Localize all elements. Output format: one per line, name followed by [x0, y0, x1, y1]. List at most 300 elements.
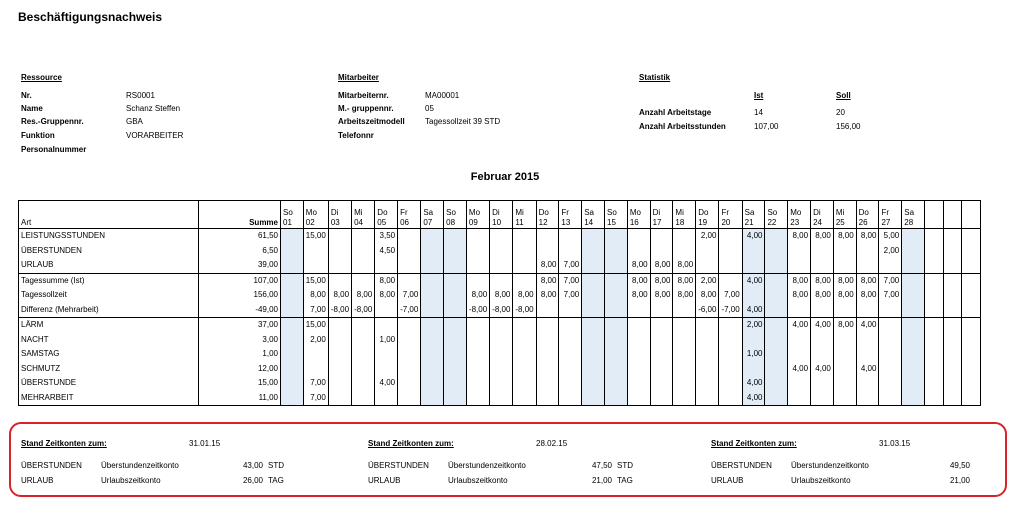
zeitkonten-date: 31.01.15 [189, 439, 221, 448]
day-cell [375, 258, 398, 273]
day-cell: 7,00 [303, 376, 328, 391]
day-number: 23 [790, 218, 800, 227]
ressource-value-funktion: VORARBEITER [126, 131, 184, 140]
day-weekday: Sa [423, 208, 434, 217]
day-cell: 8,00 [303, 288, 328, 303]
day-cell [582, 258, 605, 273]
day-cell [352, 362, 375, 377]
day-number: 12 [538, 218, 548, 227]
day-cell [444, 273, 467, 288]
day-cell [879, 318, 902, 333]
day-cell [902, 244, 925, 259]
day-cell [421, 288, 444, 303]
day-cell [650, 303, 673, 318]
day-weekday: Fr [400, 208, 408, 217]
day-cell [650, 376, 673, 391]
day-cell [328, 229, 351, 244]
day-cell [833, 258, 856, 273]
day-cell [719, 376, 742, 391]
day-cell [673, 333, 696, 348]
day-cell: 8,00 [673, 288, 696, 303]
day-cell: 8,00 [696, 288, 719, 303]
day-cell [352, 229, 375, 244]
col-header-day [742, 201, 765, 229]
ressource-heading: Ressource [21, 73, 62, 82]
zeitkonten-heading: Stand Zeitkonten zum: [368, 439, 454, 448]
day-number: 19 [698, 218, 708, 227]
day-cell [742, 258, 765, 273]
day-cell [605, 273, 628, 288]
mitarbeiter-value-modell: Tagessollzeit 39 STD [425, 117, 501, 126]
day-number: 10 [492, 218, 502, 227]
day-cell [513, 347, 536, 362]
day-number: 16 [629, 218, 639, 227]
day-cell: 4,00 [856, 362, 879, 377]
day-cell: 8,00 [375, 288, 398, 303]
day-cell [833, 362, 856, 377]
row-summe: 39,00 [199, 258, 281, 273]
day-cell [559, 376, 582, 391]
day-cell [466, 376, 489, 391]
day-cell [856, 258, 879, 273]
day-cell [466, 258, 489, 273]
day-cell [582, 229, 605, 244]
day-cell [536, 362, 559, 377]
day-cell [925, 288, 944, 303]
day-cell [536, 333, 559, 348]
day-cell: 8,00 [833, 273, 856, 288]
row-art: Differenz (Mehrarbeit) [19, 303, 199, 318]
day-cell [281, 318, 304, 333]
ressource-value-name: Schanz Steffen [126, 104, 181, 113]
day-cell [559, 333, 582, 348]
ressource-label-name: Name [21, 104, 43, 113]
statistik-label-arbeitsstunden: Anzahl Arbeitsstunden [639, 122, 726, 131]
day-cell: 8,00 [328, 288, 351, 303]
zeitkonten-unit: TAG [268, 476, 284, 485]
day-cell: 8,00 [673, 273, 696, 288]
mitarbeiter-label-modell: Arbeitszeitmodell [338, 117, 405, 126]
ressource-label-funktion: Funktion [21, 131, 55, 140]
day-cell [582, 288, 605, 303]
day-cell [328, 333, 351, 348]
day-cell [444, 347, 467, 362]
day-cell: 8,00 [650, 288, 673, 303]
col-header-day [303, 201, 328, 229]
day-cell [281, 258, 304, 273]
day-cell [962, 258, 981, 273]
day-weekday: Mi [515, 208, 524, 217]
row-art: ÜBERSTUNDEN [19, 244, 199, 259]
day-cell [627, 318, 650, 333]
day-number: 25 [835, 218, 845, 227]
day-cell [719, 318, 742, 333]
day-cell [719, 362, 742, 377]
col-header-day [696, 201, 719, 229]
day-cell [605, 258, 628, 273]
day-cell [765, 376, 788, 391]
row-art: SCHMUTZ [19, 362, 199, 377]
ressource-value-gruppe: GBA [126, 117, 143, 126]
day-cell: 8,00 [466, 288, 489, 303]
day-number: 04 [354, 218, 363, 227]
day-number: 09 [468, 218, 478, 227]
row-summe: 15,00 [199, 376, 281, 391]
day-cell: 8,00 [788, 273, 811, 288]
day-cell [352, 376, 375, 391]
day-cell [466, 318, 489, 333]
day-weekday: Di [330, 208, 339, 217]
day-cell: 2,00 [696, 273, 719, 288]
day-cell [513, 362, 536, 377]
day-cell [742, 288, 765, 303]
day-cell: 2,00 [303, 333, 328, 348]
day-cell [466, 229, 489, 244]
day-cell [765, 258, 788, 273]
day-cell [650, 229, 673, 244]
day-cell: -8,00 [328, 303, 351, 318]
zeitkonten-konto: Überstundenzeitkonto [101, 461, 179, 470]
day-cell [765, 229, 788, 244]
day-cell: 4,00 [856, 318, 879, 333]
zeitkonten-type: ÜBERSTUNDEN [368, 461, 429, 470]
day-number: 02 [305, 218, 315, 227]
day-cell [943, 391, 962, 406]
table-row [19, 229, 981, 244]
day-cell: 4,00 [742, 376, 765, 391]
day-cell [833, 244, 856, 259]
day-cell [962, 303, 981, 318]
row-art: SAMSTAG [19, 347, 199, 362]
day-cell: 8,00 [833, 229, 856, 244]
day-cell [719, 244, 742, 259]
page-title: Beschäftigungsnachweis [18, 10, 163, 24]
day-cell [559, 347, 582, 362]
day-cell [856, 303, 879, 318]
statistik-label-arbeitstage: Anzahl Arbeitstage [639, 108, 712, 117]
day-cell: -8,00 [352, 303, 375, 318]
day-weekday: Sa [584, 208, 595, 217]
day-cell [943, 376, 962, 391]
day-cell [627, 376, 650, 391]
col-header-day [490, 201, 513, 229]
day-cell [902, 273, 925, 288]
time-table [18, 200, 981, 406]
day-cell: 8,00 [856, 229, 879, 244]
zeitkonten-value: 47,50 [591, 461, 612, 470]
day-cell [765, 273, 788, 288]
day-cell [627, 347, 650, 362]
row-summe: 11,00 [199, 391, 281, 406]
row-summe: 3,00 [199, 333, 281, 348]
row-summe: 107,00 [199, 273, 281, 288]
col-header-day [421, 201, 444, 229]
day-cell [833, 333, 856, 348]
day-cell [962, 347, 981, 362]
row-art: URLAUB [19, 258, 199, 273]
day-cell [788, 376, 811, 391]
day-cell [833, 347, 856, 362]
day-cell [490, 333, 513, 348]
day-cell: 4,00 [811, 318, 834, 333]
col-header-day [856, 201, 879, 229]
day-number: 26 [858, 218, 868, 227]
day-cell: 4,00 [742, 391, 765, 406]
day-cell [788, 244, 811, 259]
col-header-day [650, 201, 673, 229]
day-cell [398, 258, 421, 273]
zeitkonten-konto: Überstundenzeitkonto [448, 461, 526, 470]
col-header-day [536, 201, 559, 229]
day-cell [444, 376, 467, 391]
day-cell [559, 303, 582, 318]
col-header-day [466, 201, 489, 229]
day-cell [605, 288, 628, 303]
day-weekday: Mo [790, 208, 802, 217]
zeitkonten-frame [9, 422, 1007, 497]
day-cell [444, 318, 467, 333]
day-cell [559, 362, 582, 377]
day-cell [879, 347, 902, 362]
day-cell: 8,00 [811, 288, 834, 303]
col-header-day [444, 201, 467, 229]
day-cell [328, 391, 351, 406]
day-cell: -6,00 [696, 303, 719, 318]
day-cell [811, 303, 834, 318]
day-cell [902, 288, 925, 303]
day-number: 01 [283, 218, 292, 227]
day-cell [902, 229, 925, 244]
day-cell: 8,00 [788, 229, 811, 244]
day-cell [281, 303, 304, 318]
day-cell [281, 362, 304, 377]
mitarbeiter-label-telefon: Telefonnr [338, 131, 374, 140]
col-header-day [605, 201, 628, 229]
day-weekday: Mi [354, 208, 363, 217]
day-cell: 8,00 [513, 288, 536, 303]
day-cell: 8,00 [650, 258, 673, 273]
day-cell [328, 244, 351, 259]
day-cell [627, 303, 650, 318]
day-weekday: Mi [835, 208, 845, 217]
day-cell [513, 391, 536, 406]
day-cell [444, 258, 467, 273]
day-cell [559, 318, 582, 333]
day-cell [811, 244, 834, 259]
day-weekday: So [446, 208, 456, 217]
day-cell [627, 362, 650, 377]
day-weekday: So [283, 208, 293, 217]
day-cell [673, 362, 696, 377]
day-cell: -8,00 [513, 303, 536, 318]
day-cell [513, 258, 536, 273]
day-cell [627, 244, 650, 259]
day-cell [328, 347, 351, 362]
zeitkonten-value: 26,00 [242, 476, 263, 485]
row-art: ÜBERSTUNDE [19, 376, 199, 391]
day-cell [559, 391, 582, 406]
day-cell [811, 391, 834, 406]
day-cell [421, 318, 444, 333]
day-weekday: Sa [744, 208, 755, 217]
day-cell: 4,00 [811, 362, 834, 377]
day-cell [536, 347, 559, 362]
zeitkonten-unit: STD [617, 461, 633, 470]
day-cell [398, 391, 421, 406]
day-cell: 7,00 [559, 273, 582, 288]
day-weekday: Fr [881, 208, 890, 217]
statistik-soll-arbeitstage: 20 [836, 108, 845, 117]
day-cell [673, 318, 696, 333]
table-row [19, 318, 981, 333]
day-cell: 7,00 [719, 288, 742, 303]
day-cell [582, 391, 605, 406]
col-header-day [833, 201, 856, 229]
day-cell: 8,00 [490, 288, 513, 303]
day-cell [696, 347, 719, 362]
day-cell [925, 229, 944, 244]
day-cell [765, 391, 788, 406]
day-cell [879, 362, 902, 377]
table-row [19, 333, 981, 348]
day-cell [925, 333, 944, 348]
day-cell: 8,00 [375, 273, 398, 288]
day-cell [902, 258, 925, 273]
day-cell [444, 391, 467, 406]
day-cell [962, 376, 981, 391]
day-cell [421, 303, 444, 318]
day-cell [375, 362, 398, 377]
col-header-day [765, 201, 788, 229]
day-cell [328, 273, 351, 288]
day-cell [902, 391, 925, 406]
day-cell [765, 303, 788, 318]
day-cell [328, 258, 351, 273]
row-art: NACHT [19, 333, 199, 348]
day-weekday: Mi [675, 208, 684, 217]
day-cell [605, 391, 628, 406]
day-number: 24 [813, 218, 822, 227]
day-cell [856, 391, 879, 406]
day-cell [605, 244, 628, 259]
day-cell: 8,00 [627, 273, 650, 288]
day-cell [765, 347, 788, 362]
day-weekday: Mo [305, 208, 317, 217]
day-weekday: Do [858, 208, 869, 217]
day-cell [673, 376, 696, 391]
day-cell [742, 244, 765, 259]
row-summe: 61,50 [199, 229, 281, 244]
day-cell [303, 362, 328, 377]
day-cell [513, 376, 536, 391]
day-weekday: Di [652, 208, 661, 217]
day-cell [902, 318, 925, 333]
col-header-day [375, 201, 398, 229]
day-number: 21 [744, 218, 754, 227]
day-cell [962, 229, 981, 244]
day-cell: 8,00 [673, 258, 696, 273]
day-cell [962, 391, 981, 406]
day-cell [879, 258, 902, 273]
day-cell [421, 376, 444, 391]
day-cell [582, 244, 605, 259]
row-summe: 156,00 [199, 288, 281, 303]
col-header-day [943, 201, 962, 229]
day-cell [719, 229, 742, 244]
day-cell [490, 229, 513, 244]
day-cell [856, 376, 879, 391]
day-cell [466, 362, 489, 377]
day-cell [513, 333, 536, 348]
col-header-day [925, 201, 944, 229]
day-cell [281, 244, 304, 259]
day-cell [328, 376, 351, 391]
day-cell: -7,00 [719, 303, 742, 318]
col-header-day [281, 201, 304, 229]
day-cell: 7,00 [303, 391, 328, 406]
zeitkonten-value: 21,00 [949, 476, 970, 485]
row-art: Tagessumme (Ist) [19, 273, 199, 288]
day-number: 07 [423, 218, 433, 227]
day-cell: 7,00 [303, 303, 328, 318]
day-cell [536, 318, 559, 333]
day-cell [303, 347, 328, 362]
day-cell [627, 333, 650, 348]
day-cell [582, 362, 605, 377]
day-cell: 15,00 [303, 229, 328, 244]
day-cell [328, 318, 351, 333]
day-cell [466, 391, 489, 406]
day-cell [696, 376, 719, 391]
day-number: 22 [767, 218, 777, 227]
day-cell [943, 244, 962, 259]
day-cell [281, 333, 304, 348]
day-cell [673, 229, 696, 244]
day-number: 08 [446, 218, 456, 227]
day-cell [719, 391, 742, 406]
day-cell [490, 376, 513, 391]
day-cell: 4,00 [742, 273, 765, 288]
table-row [19, 288, 981, 303]
zeitkonten-type: ÜBERSTUNDEN [711, 461, 772, 470]
day-number: 17 [652, 218, 662, 227]
zeitkonten-heading: Stand Zeitkonten zum: [711, 439, 797, 448]
zeitkonten-konto: Urlaubszeitkonto [791, 476, 851, 485]
day-cell [281, 288, 304, 303]
day-cell [696, 391, 719, 406]
mitarbeiter-value-gruppe: 05 [425, 104, 434, 113]
statistik-heading: Statistik [639, 73, 671, 82]
row-summe: 6,50 [199, 244, 281, 259]
ressource-label-nr: Nr. [21, 91, 32, 100]
day-cell [513, 273, 536, 288]
ressource-label-personalnummer: Personalnummer [21, 145, 87, 154]
day-cell [833, 376, 856, 391]
day-cell [811, 258, 834, 273]
statistik-soll-arbeitsstunden: 156,00 [836, 122, 861, 131]
day-cell [879, 376, 902, 391]
day-cell [765, 244, 788, 259]
day-cell [719, 347, 742, 362]
day-cell [444, 288, 467, 303]
day-weekday: Do [538, 208, 549, 217]
col-header-summe: Summe [199, 201, 281, 229]
day-cell [398, 273, 421, 288]
day-cell [421, 333, 444, 348]
day-cell [303, 258, 328, 273]
day-cell: 4,00 [375, 376, 398, 391]
day-cell [962, 288, 981, 303]
